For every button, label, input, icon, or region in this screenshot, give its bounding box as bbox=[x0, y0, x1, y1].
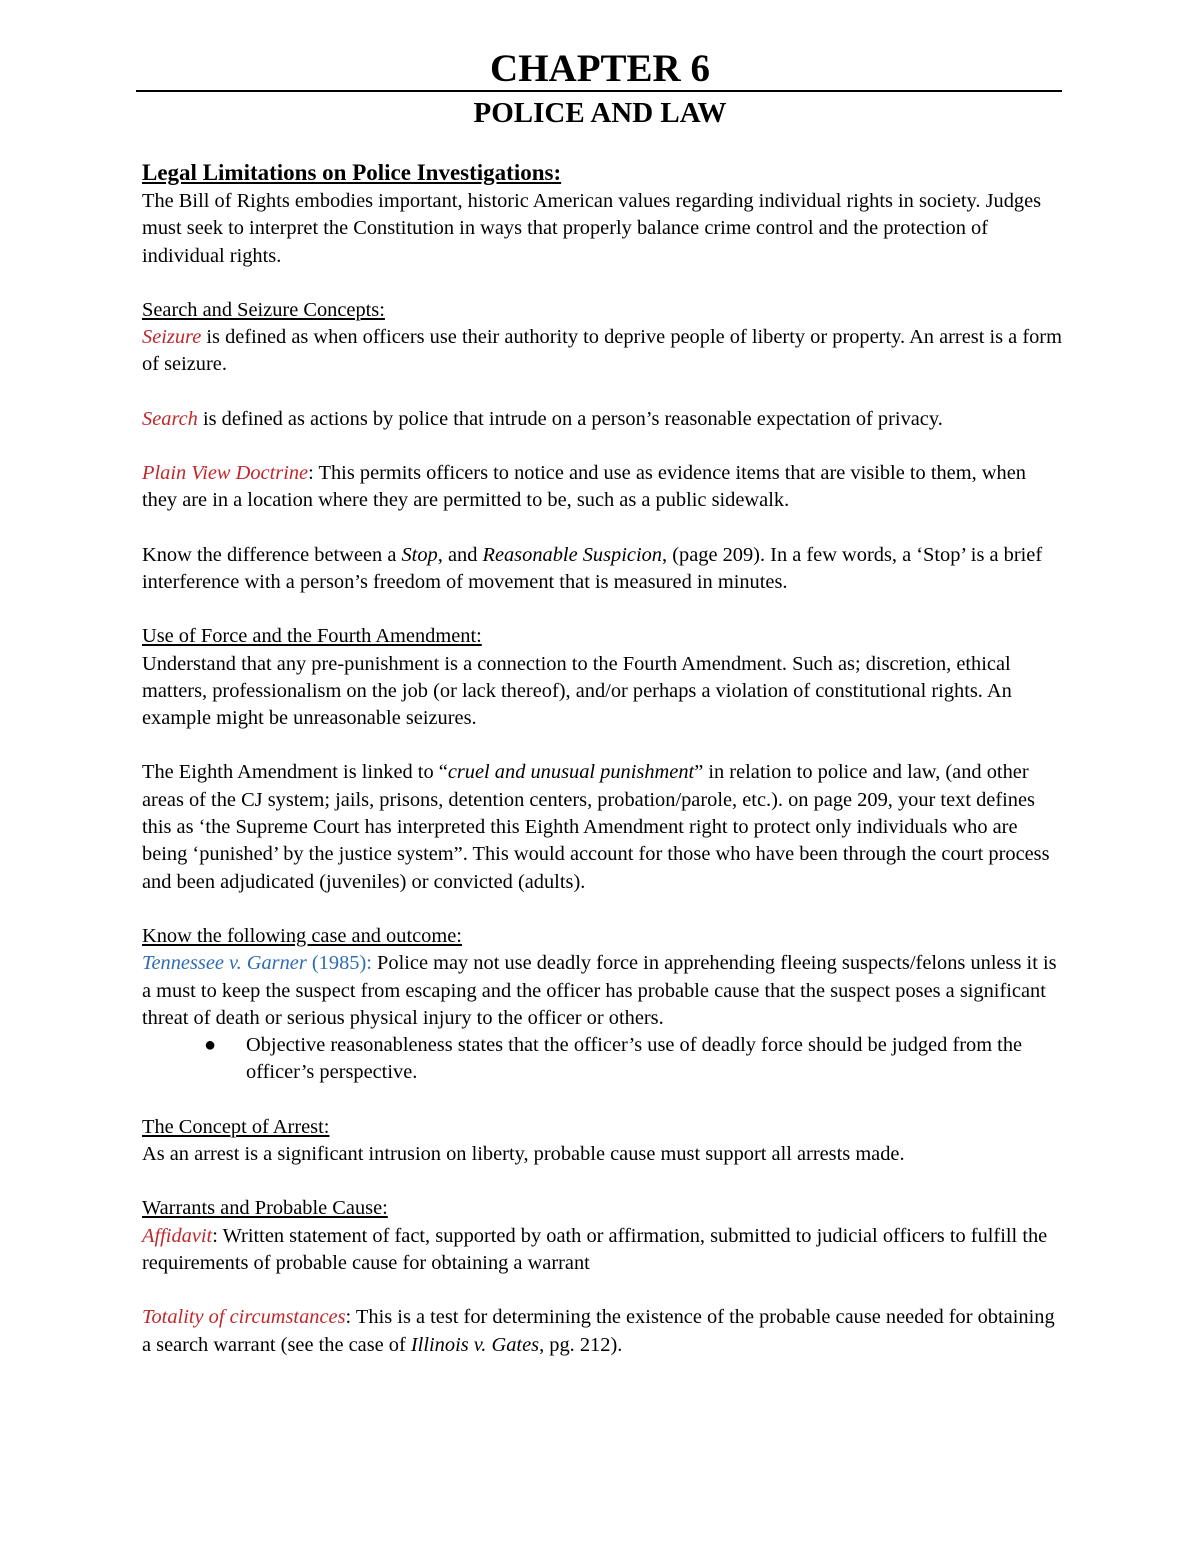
eighth-text-b: ” in relation to police and law, (and other areas of the CJ system; jails, prisons, detention centers, probation/parole, etc.). on page 209, your text defines this as ‘the Supreme Court has interpreted this Eighth Amendment right to protect only individuals who are being ‘punished’ by the justice system”. This would account for those who have been through the court process and been adjudicated (juveniles) or convicted (adults). bbox=[142, 761, 1050, 893]
section-heading-force: Use of Force and the Fourth Amendment: bbox=[142, 625, 482, 648]
bullet-text: Objective reasonableness states that the officer’s use of deadly force should be judged from the officer’s perspective. bbox=[246, 1034, 1023, 1084]
search-definition: is defined as actions by police that intrude on a person’s reasonable expectation of privacy. bbox=[197, 407, 943, 430]
chapter-title: CHAPTER 6 bbox=[490, 47, 710, 90]
stop-paragraph bbox=[142, 542, 1062, 597]
section-heading-arrest: The Concept of Arrest: bbox=[142, 1115, 330, 1138]
stop-text-b: , and bbox=[437, 543, 483, 566]
seizure-term: Seizure bbox=[142, 326, 202, 349]
list-item bbox=[142, 1032, 1062, 1087]
search-paragraph bbox=[142, 406, 1062, 433]
gates-case-term: Illinois v. Gates bbox=[410, 1333, 540, 1356]
case-year: (1985) bbox=[306, 952, 367, 975]
case-paragraph bbox=[142, 950, 1062, 1032]
eighth-amendment-paragraph bbox=[142, 759, 1062, 895]
totality-end: , pg. 212). bbox=[539, 1333, 623, 1356]
totality-paragraph bbox=[142, 1304, 1062, 1359]
bullet-icon: ● bbox=[204, 1034, 217, 1057]
case-name-link[interactable]: Tennessee v. Garner bbox=[142, 952, 307, 975]
document-body bbox=[142, 158, 1062, 1359]
search-term: Search bbox=[142, 407, 198, 430]
plain-view-term: Plain View Doctrine bbox=[142, 462, 309, 485]
seizure-definition: is defined as when officers use their authority to deprive people of liberty or property. An arrest is a form of seizure. bbox=[142, 326, 1062, 376]
affidavit-definition: : Written statement of fact, supported by oath or affirmation, submitted to judicial officers to fulfill the requirements of probable cause for obtaining a warrant bbox=[142, 1224, 1048, 1274]
affidavit-paragraph bbox=[142, 1223, 1062, 1278]
totality-term: Totality of circumstances bbox=[142, 1306, 346, 1329]
totality-definition: : This is a test for determining the existence of the probable cause needed for obtaining a search warrant (see the case of bbox=[142, 1306, 1055, 1356]
reasonable-suspicion-term: Reasonable Suspicion bbox=[482, 543, 663, 566]
force-paragraph: Understand that any pre-punishment is a connection to the Fourth Amendment. Such as; discretion, ethical matters, professionalism on the job (or lack thereof), and/or perhaps a violation of constitutional rights. An example might be unreasonable seizures. bbox=[142, 652, 1012, 730]
stop-text-a: Know the difference between a bbox=[142, 543, 402, 566]
section-heading-warrants: Warrants and Probable Cause: bbox=[142, 1197, 388, 1220]
legal-paragraph: The Bill of Rights embodies important, historic American values regarding individual rights in society. Judges must seek to interpret the Constitution in ways that properly balance crime control and the protection of individual rights. bbox=[142, 190, 1042, 267]
section-heading-search-seizure: Search and Seizure Concepts: bbox=[142, 298, 385, 321]
arrest-paragraph: As an arrest is a significant intrusion on liberty, probable cause must support all arrests made. bbox=[142, 1143, 905, 1166]
seizure-paragraph bbox=[142, 324, 1062, 379]
eighth-text-a: The Eighth Amendment is linked to “ bbox=[142, 761, 448, 784]
stop-term: Stop bbox=[401, 543, 438, 566]
section-heading-legal: Legal Limitations on Police Investigations: bbox=[142, 160, 562, 185]
case-outcome-text: Police may not use deadly force in apprehending fleeing suspects/felons unless it is a must to keep the suspect from escaping and the officer has probable cause that the suspect poses a significant threat of death or serious physical injury to the officer or others. bbox=[142, 952, 1057, 1029]
affidavit-term: Affidavit bbox=[142, 1224, 213, 1247]
chapter-subtitle: POLICE AND LAW bbox=[473, 97, 727, 129]
stop-text-c: , (page 209). In a few words, a ‘Stop’ is a brief interference with a person’s freedom of movement that is measured in minutes. bbox=[142, 543, 1043, 593]
title-divider bbox=[136, 90, 1062, 92]
plain-view-definition: : This permits officers to notice and use as evidence items that are visible to them, when they are in a location where they are permitted to be, such as a public sidewalk. bbox=[142, 462, 1026, 512]
plain-view-paragraph bbox=[142, 460, 1062, 515]
section-heading-case: Know the following case and outcome: bbox=[142, 924, 462, 947]
case-colon: : bbox=[366, 952, 372, 975]
cruel-unusual-term: cruel and unusual punishment bbox=[447, 761, 695, 784]
